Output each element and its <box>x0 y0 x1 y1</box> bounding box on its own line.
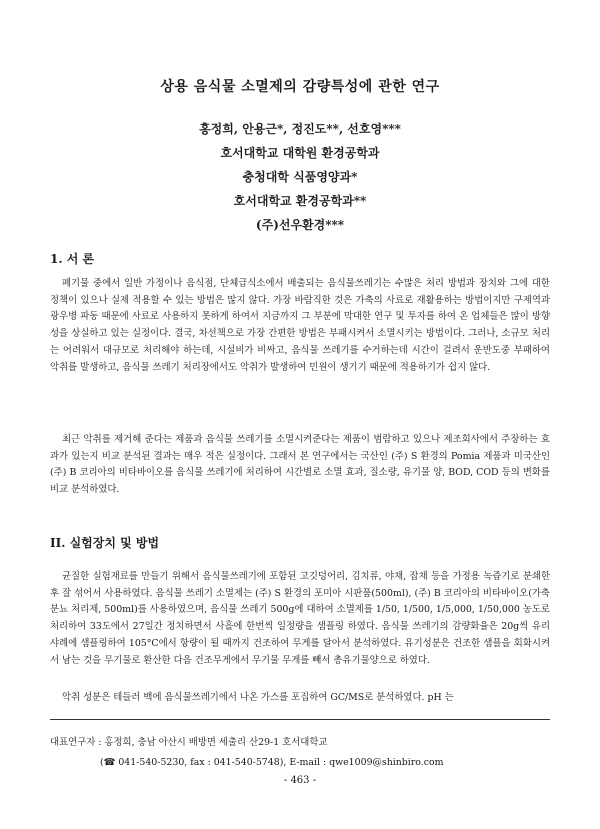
methods-body <box>50 569 550 669</box>
introduction-body-2 <box>50 432 550 499</box>
section-heading-methods: II. 실험장치 및 방법 <box>50 536 160 550</box>
affiliation-3: 호서대학교 환경공학과** <box>233 194 367 208</box>
footnote <box>50 733 550 773</box>
section-heading-introduction: 1. 서 론 <box>50 252 95 266</box>
affiliation-1: 호서대학교 대학원 환경공학과 <box>220 146 380 160</box>
contact-info: (☎ 041-540-5230, fax : 041-540-5748), E-mail : qwe1009@shinbiro.com <box>100 757 444 768</box>
footnote-divider <box>50 719 550 720</box>
page-number: - 463 - <box>283 775 317 786</box>
affiliation-2: 충청대학 식품영양과* <box>242 170 358 184</box>
introduction-paragraph-1: 폐기물 중에서 일반 가정이나 음식점, 단체급식소에서 배출되는 음식물쓰레기는 수많은 처리 방법과 장치와 그에 대한 정책이 있으나 실제 적용할 수 있는 방법은 많지 않다. 가장 바람직한 것은 가축의 사료로 재활용하는 방법이지만 구제역과 광우병 파동 때문에 사료로 사용하지 못하게 하여서 지금까지 그 부분에 막대한 연구 및 투자를 하여 온 업체들은 많이 방향성을 상실하고 있는 실정이다. 결국, 차선책으로 가장 간편한 방법은 부패시켜서 소멸시키는 방법이다. 그러나, 소규모 처리는 어려워서 대규모로 처리해야 하는데, 시설비가 비싸고, 음식물 쓰레기를 수거하는데 시간이 걸려서 운반도중 부패하여 악취를 발생하고, 음식물 쓰레기 처리장에서도 악취가 발생하여 민원이 생기기 때문에 적용하기가 쉽지 않다. <box>50 278 550 373</box>
introduction-paragraph-2: 최근 악취를 제거해 준다는 제품과 음식물 쓰레기를 소멸시켜준다는 제품이 범람하고 있으나 제조회사에서 주장하는 효과가 있는지 비교 분석된 결과는 매우 적은 실정이다. 그래서 본 연구에서는 국산인 (주) S 환경의 Pomia 제품과 미국산인 (주) B 코리아의 비타바이오를 음식물 쓰레기에 처리하여 시간별로 소멸 효과, 질소량, 유기물 양, BOD, COD 등의 변화를 비교 분석하였다. <box>50 434 550 496</box>
methods-paragraph-2: 악취 성분은 테들러 백에 음식물쓰레기에서 나온 가스를 포집하여 GC/MS로 분석하였다. pH 는 <box>62 692 454 703</box>
methods-body-2 <box>50 690 550 707</box>
corresponding-author: 대표연구자 : 홍정희, 충남 아산시 배방면 세출리 산29-1 호서대학교 <box>50 737 328 748</box>
paper-title: 상용 음식물 소멸제의 감량특성에 관한 연구 <box>160 79 440 95</box>
author-names: 홍정희, 안용근*, 정진도**, 선호영*** <box>199 122 401 136</box>
methods-paragraph-1: 균질한 실험재료를 만들기 위해서 음식물쓰레기에 포함된 고깃덩어리, 김치류, 야채, 잡채 등을 가정용 녹즙기로 분쇄한 후 잘 섞어서 사용하였다. 음식물 쓰레기 소멸제는 (주) S 환경의 포미아 시판품(500ml), (주) B 코리아의 비타바이오(가축분뇨 처리제, 500ml)를 사용하였으며, 음식물 쓰레기 500g에 대하여 소멸제를 1/50, 1/500, 1/5,000, 1/50,000 농도로 처리하여 33도에서 27일간 정치하면서 사흘에 한번씩 일정량을 샘플링 하였다. 음식물 쓰레기의 감량화율은 20g씩 유리 샤례에 샘플링하여 105°C에서 항량이 될 때까지 건조하여 무게를 달아서 분석하였다. 유기성분은 건조한 샘플을 회화시켜서 남는 것을 무기물로 환산한 다음 건조무게에서 무기물 무게를 빼서 총유기물양으로 하였다. <box>50 571 550 666</box>
author-block <box>0 117 600 237</box>
affiliation-4: (주)선우환경*** <box>255 218 345 232</box>
introduction-body <box>50 276 550 376</box>
